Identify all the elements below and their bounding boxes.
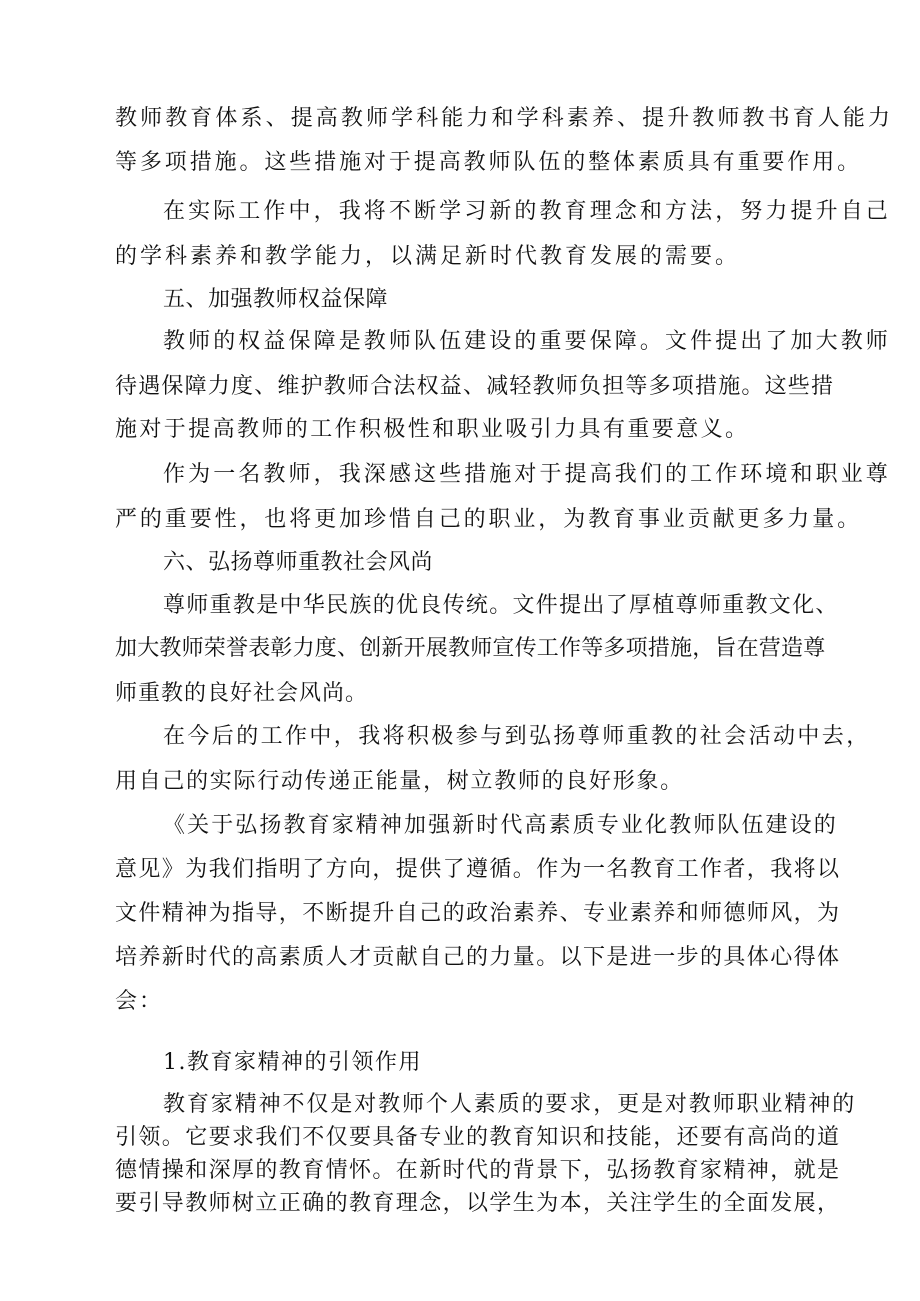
- section-heading: 五、加强教师权益保障: [163, 287, 389, 312]
- paragraph-line: 要引导教师树立正确的教育理念，以学生为本，关注学生的全面发展，: [115, 1191, 841, 1216]
- paragraph-line: 在实际工作中，我将不断学习新的教育理念和方法，努力提升自己: [163, 199, 891, 224]
- paragraph-line: 严的重要性，也将更加珍惜自己的职业，为教育事业贡献更多力量。: [115, 507, 863, 532]
- paragraph-line: 尊师重教是中华民族的优良传统。文件提出了厚植尊师重教文化、: [163, 593, 839, 618]
- paragraph-line: 加大教师荣誉表彰力度、创新开展教师宣传工作等多项措施，旨在营造尊: [115, 636, 826, 661]
- paragraph-line: 会：: [115, 989, 164, 1014]
- paragraph-line: 文件精神为指导，不断提升自己的政治素养、专业素养和师德师风，为: [115, 901, 841, 926]
- paragraph-line: 教师的权益保障是教师队伍建设的重要保障。文件提出了加大教师: [163, 329, 891, 354]
- paragraph-line: 教育家精神不仅是对教师个人素质的要求，更是对教师职业精神的: [163, 1092, 857, 1117]
- paragraph-line: 在今后的工作中，我将积极参与到弘扬尊师重教的社会活动中去，: [163, 724, 871, 749]
- paragraph-line: 德情操和深厚的教育情怀。在新时代的背景下，弘扬教育家精神，就是: [115, 1158, 841, 1183]
- subsection-heading: 1.教育家精神的引领作用: [163, 1050, 422, 1075]
- paragraph-line: 的学科素养和教学能力，以满足新时代教育发展的需要。: [115, 244, 741, 269]
- section-heading: 六、弘扬尊师重教社会风尚: [163, 550, 434, 575]
- paragraph-line: 《关于弘扬教育家精神加强新时代高素质专业化教师队伍建设的: [163, 813, 838, 838]
- paragraph-line: 作为一名教师，我深感这些措施对于提高我们的工作环境和职业尊: [163, 462, 891, 487]
- paragraph-line: 等多项措施。这些措施对于提高教师队伍的整体素质具有重要作用。: [115, 150, 863, 175]
- paragraph-line: 师重教的良好社会风尚。: [115, 681, 369, 706]
- paragraph-line: 引领。它要求我们不仅要具备专业的教育知识和技能，还要有高尚的道: [115, 1125, 841, 1150]
- paragraph-line: 意见》为我们指明了方向，提供了遵循。作为一名教育工作者，我将以: [115, 857, 841, 882]
- paragraph-line: 用自己的实际行动传递正能量，树立教师的良好形象。: [115, 769, 684, 794]
- paragraph-line: 培养新时代的高素质人才贡献自己的力量。以下是进一步的具体心得体: [115, 945, 841, 970]
- paragraph-line: 施对于提高教师的工作积极性和职业吸引力具有重要意义。: [115, 417, 750, 442]
- paragraph-line: 教师教育体系、提高教师学科能力和学科素养、提升教师教书育人能力: [115, 106, 894, 131]
- paragraph-line: 待遇保障力度、维护教师合法权益、减轻教师负担等多项措施。这些措: [115, 374, 835, 399]
